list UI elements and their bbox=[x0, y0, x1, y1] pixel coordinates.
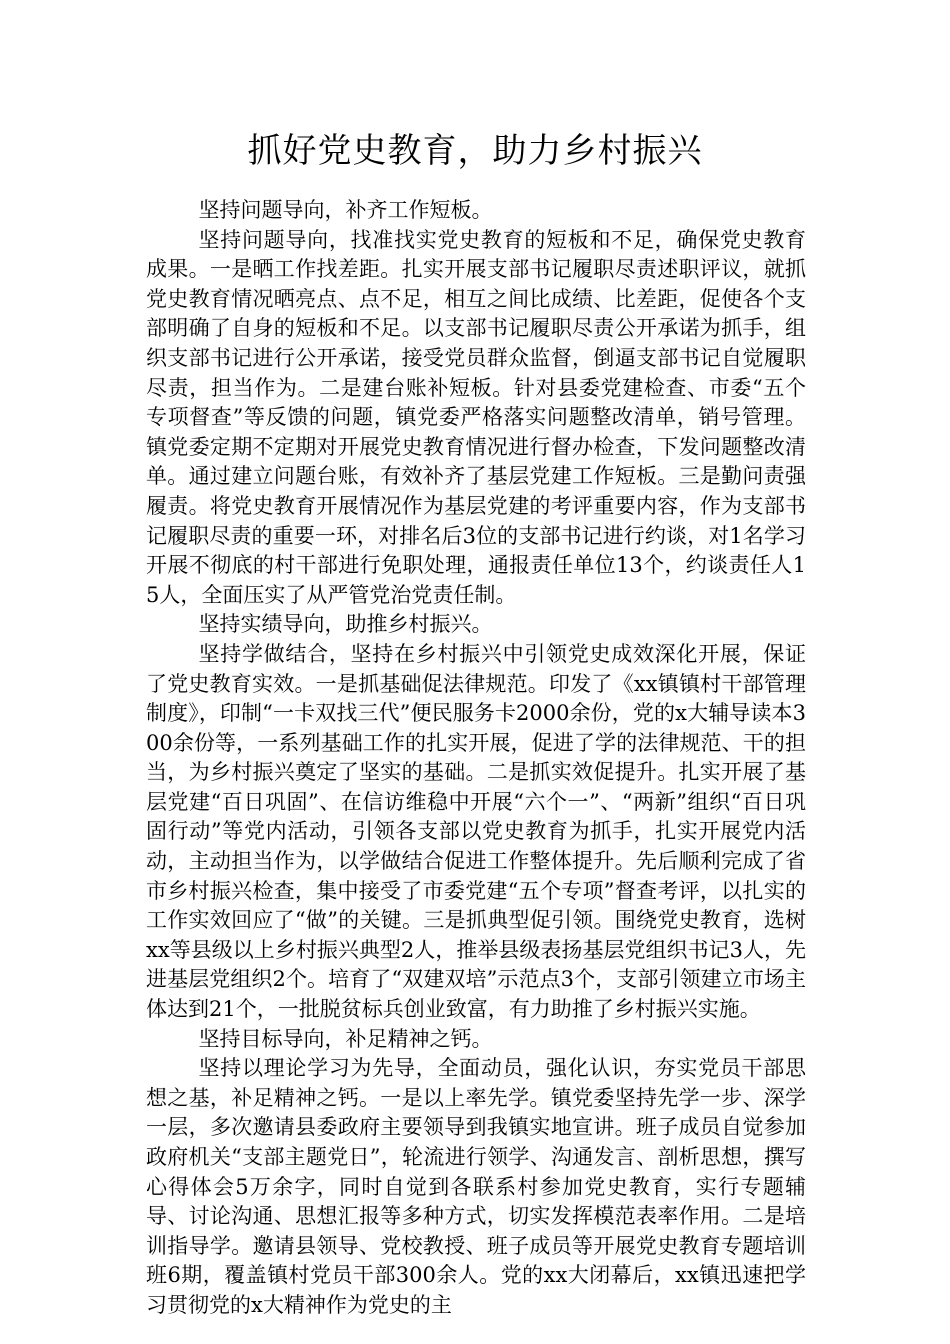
document-body bbox=[146, 196, 806, 1321]
section-heading-performance-orientation: 坚持实绩导向，助推乡村振兴。 bbox=[198, 612, 493, 637]
section-heading-problem-orientation: 坚持问题导向，补齐工作短板。 bbox=[198, 198, 493, 222]
paragraph-goal-orientation: 坚持以理论学习为先导，全面动员，强化认识，夯实党员干部思想之基，补足精神之钙。一是以上率先学。镇党委坚持先学一步、深学一层，多次邀请县委政府主要领导到我镇实地宣讲。班子成员自觉参加政府机关“支部主题党日”，轮流进行领学、沟通发言、剖析思想，撰写心得体会5万余字，同时自觉到各联系村参加党史教育，实行专题辅导、讨论沟通、思想汇报等多种方式，切实发挥模范表率作用。二是培训指导学。邀请县领导、党校教授、班子成员等开展党史教育专题培训班6期，覆盖镇村党员干部300余人。党的xx大闭幕后，xx镇迅速把学习贯彻党的x大精神作为党史的主 bbox=[146, 1056, 806, 1317]
section-heading-goal-orientation: 坚持目标导向，补足精神之钙。 bbox=[198, 1026, 493, 1051]
document-title: 抓好党史教育，助力乡村振兴 bbox=[247, 131, 703, 171]
paragraph-problem-orientation: 坚持问题导向，找准找实党史教育的短板和不足，确保党史教育成果。一是晒工作找差距。扎实开展支部书记履职尽责述职评议，就抓党史教育情况晒亮点、点不足，相互之间比成绩、比差距，促使各个支部明确了自身的短板和不足。以支部书记履职尽责公开承诺为抓手，组织支部书记进行公开承诺，接受党员群众监督，倒逼支部书记自觉履职尽责，担当作为。二是建台账补短板。针对县委党建检查、市委“五个专项督查”等反馈的问题，镇党委严格落实问题整改清单，销号管理。镇党委定期不定期对开展党史教育情况进行督办检查，下发问题整改清单。通过建立问题台账，有效补齐了基层党建工作短板。三是勤问责强履责。将党史教育开展情况作为基层党建的考评重要内容，作为支部书记履职尽责的重要一环，对排名后3位的支部书记进行约谈，对1名学习开展不彻底的村干部进行免职处理，通报责任单位13个，约谈责任人15人，全面压实了从严管党治党责任制。 bbox=[146, 227, 806, 607]
paragraph-performance-orientation: 坚持学做结合，坚持在乡村振兴中引领党史成效深化开展，保证了党史教育实效。一是抓基础促法律规范。印发了《xx镇镇村干部管理制度》，印制“一卡双找三代”便民服务卡2000余份，党的x大辅导读本300余份等，一系列基础工作的扎实开展，促进了学的法律规范、干的担当，为乡村振兴奠定了坚实的基础。二是抓实效促提升。扎实开展了基层党建“百日巩固”、在信访维稳中开展“六个一”、“两新”组织“百日巩固行动”等党内活动，引领各支部以党史教育为抓手，扎实开展党内活动，主动担当作为，以学做结合促进工作整体提升。先后顺利完成了省市乡村振兴检查，集中接受了市委党建“五个专项”督查考评，以扎实的工作实效回应了“做”的关键。三是抓典型促引领。围绕党史教育，选树xx等县级以上乡村振兴典型2人，推举县级表扬基层党组织书记3人，先进基层党组织2个。培育了“双建双培”示范点3个，支部引领建立市场主体达到21个，一批脱贫标兵创业致富，有力助推了乡村振兴实施。 bbox=[146, 641, 806, 1022]
